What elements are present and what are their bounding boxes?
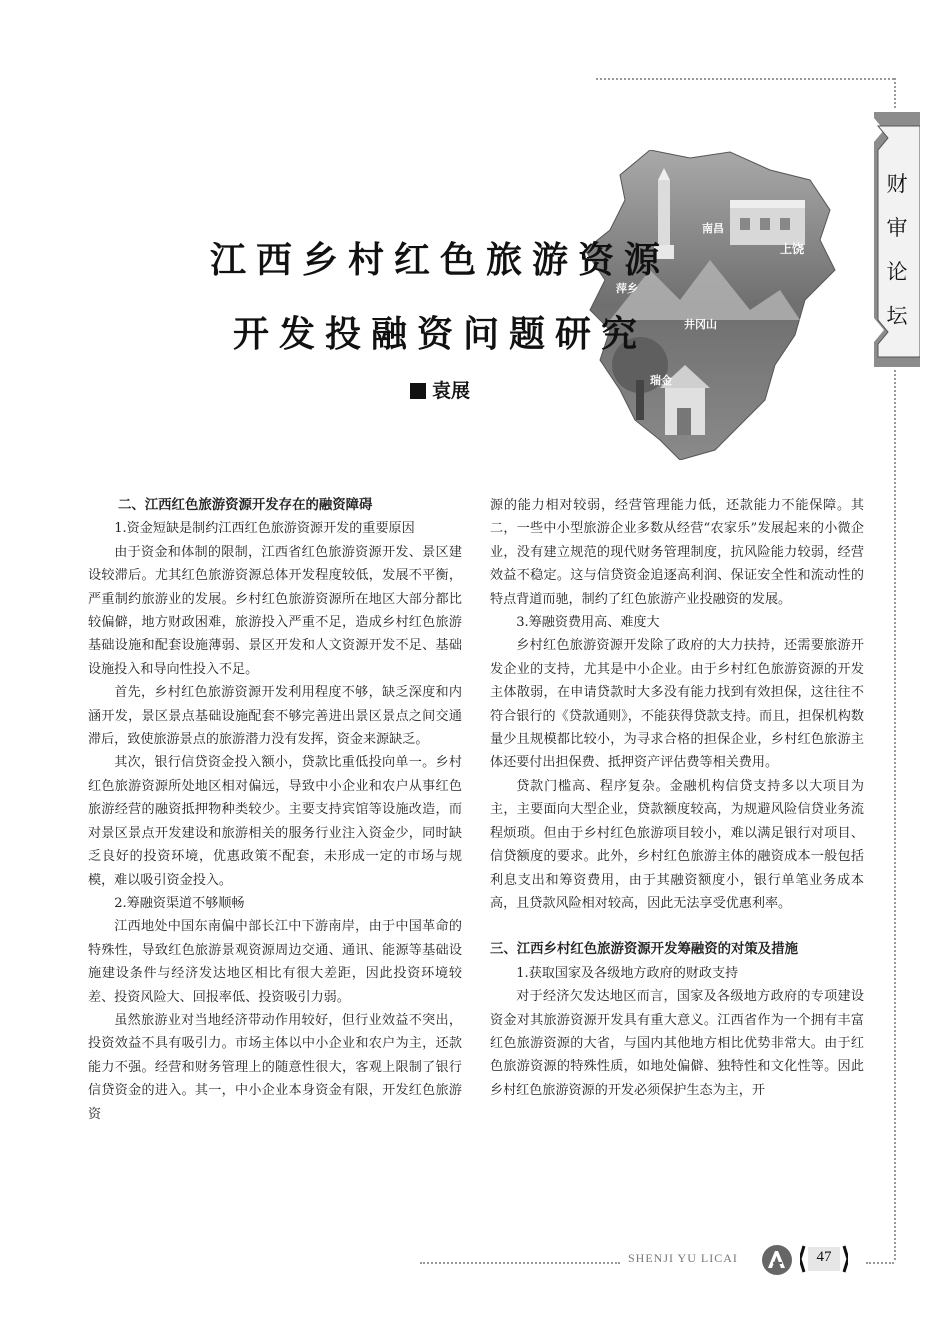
section-tab-char: 财 bbox=[886, 172, 908, 196]
square-bullet-icon bbox=[410, 383, 426, 399]
decorative-dotted-border-right bbox=[894, 78, 896, 108]
body-column-left bbox=[88, 494, 462, 1126]
body-paragraph: 其次，银行信贷资金投入额小，贷款比重低投向单一。乡村红色旅游资源所处地区相对偏远，导致中小企业和农户从事红色旅游经营的融资抵押物种类较少。主要支持宾馆等设施改造，而对景区景点开发建设和旅游相关的服务行业注入资金少，同时缺乏良好的投资环境，优惠政策不配套，未形成一定的市场与规模，难以吸引资金投入。 bbox=[88, 755, 462, 888]
section-tab-char: 论 bbox=[886, 260, 908, 284]
jiangxi-map-illustration bbox=[580, 150, 840, 460]
page-number: 47 bbox=[816, 1249, 832, 1265]
decorative-dotted-border-bottom bbox=[420, 1262, 620, 1264]
map-label-ruijin: 瑞金 bbox=[650, 374, 672, 387]
journal-logo-icon bbox=[760, 1243, 794, 1277]
map-label-jinggangshan: 井冈山 bbox=[684, 318, 717, 331]
journal-name-footer: SHENJI YU LICAI bbox=[628, 1251, 738, 1265]
section-tab-char: 坛 bbox=[886, 304, 908, 328]
body-paragraph: 源的能力相对较弱，经营管理能力低，还款能力不能保障。其二，一些中小型旅游企业多数从经营“农家乐”发展起来的小微企业，没有建立规范的现代财务管理制度，抗风险能力较弱，经营效益不稳定。这与信贷资金追逐高利润、保证安全性和流动性的特点背道而驰，制约了红色旅游产业投融资的发展。 bbox=[490, 498, 864, 607]
body-paragraph: 3.筹融资费用高、难度大 bbox=[516, 615, 660, 631]
article-title-line1: 江西乡村红色旅游资源 bbox=[209, 240, 670, 281]
body-paragraph: 首先，乡村红色旅游资源开发利用程度不够，缺乏深度和内涵开发，景区景点基础设施配套不够完善进出景区景点之间交通滞后，致使旅游景点的旅游潜力没有发挥，资金来源缺乏。 bbox=[88, 685, 462, 748]
body-paragraph: 1.资金短缺是制约江西红色旅游资源开发的重要原因 bbox=[114, 521, 415, 537]
body-paragraph: 乡村红色旅游资源开发除了政府的大力扶持，还需要旅游开发企业的支持，尤其是中小企业。由于乡村红色旅游资源的开发主体散弱，在申请贷款时大多没有能力找到有效担保，这往往不符合银行的《贷款通则》，不能获得贷款支持。而且，担保机构数量少且规模都比较小，为寻求合格的担保企业，乡村红色旅游主体还要付出担保费、抵押资产评估费等相关费用。 bbox=[490, 638, 864, 771]
body-paragraph: 江西地处中国东南偏中部长江中下游南岸，由于中国革命的特殊性，导致红色旅游景观资源周边交通、通讯、能源等基础设施建设条件与经济发达地区相比有很大差距，因此投资环境较差、投资风险大、回报率低、投资吸引力弱。 bbox=[88, 919, 462, 1005]
article-author bbox=[410, 376, 470, 403]
map-label-nanchang: 南昌 bbox=[702, 222, 724, 235]
body-paragraph: 由于资金和体制的限制，江西省红色旅游资源开发、景区建设较滞后。尤其红色旅游资源总体开发程度较低，发展不平衡，严重制约旅游业的发展。乡村红色旅游资源所在地区大部分都比较偏僻，地方财政困难，旅游投入严重不足，造成乡村红色旅游基础设施和配套设施薄弱、景区开发和人文资源开发不足、基础设施投入和导向性投入不足。 bbox=[88, 544, 462, 677]
body-paragraph: 2.筹融资渠道不够顺畅 bbox=[114, 895, 245, 911]
body-column-right bbox=[490, 494, 864, 1102]
body-paragraph: 贷款门槛高、程序复杂。金融机构信贷支持多以大项目为主，主要面向大型企业，贷款额度较高，为规避风险信贷业务流程烦琐。但由于乡村红色旅游项目较小，难以满足银行对项目、信贷额度的要求。此外，乡村红色旅游主体的融资成本一般包括利息支出和筹资费用，由于其融资额度小，银行单笔业务成本高，且贷款风险相对较高，因此无法享受优惠利率。 bbox=[490, 778, 864, 911]
section-heading: 三、江西乡村红色旅游资源开发筹融资的对策及措施 bbox=[490, 942, 798, 958]
body-paragraph: 虽然旅游业对当地经济带动作用较好，但行业效益不突出，投资效益不具有吸引力。市场主体以中小企业和农户为主，还款能力不强。经营和财务管理上的随意性很大，客观上限制了银行信贷资金的进入。其一，中小企业本身资金有限，开发红色旅游资 bbox=[88, 1012, 462, 1122]
body-paragraph: 1.获取国家及各级地方政府的财政支持 bbox=[516, 965, 739, 981]
section-heading: 二、江西红色旅游资源开发存在的融资障碍 bbox=[118, 498, 373, 513]
section-tab-label bbox=[874, 162, 920, 338]
body-paragraph: 对于经济欠发达地区而言，国家及各级地方政府的专项建设资金对其旅游资源开发具有重大意义。江西省作为一个拥有丰富红色旅游资源的大省，与国内其他地方相比优势非常大。由于红色旅游资源的特殊性质，如地处偏僻、独特性和文化性等。因此乡村红色旅游资源的开发必须保护生态为主，开 bbox=[490, 989, 864, 1098]
decorative-dotted-border-bottom-right bbox=[866, 1262, 894, 1264]
decorative-dotted-border-top bbox=[596, 78, 894, 80]
decorative-dotted-border-right-lower bbox=[894, 370, 896, 1260]
map-label-shangrao: 上饶 bbox=[780, 242, 805, 256]
article-title-line2: 开发投融资问题研究 bbox=[232, 314, 647, 355]
author-name: 袁展 bbox=[432, 380, 471, 402]
section-tab-char: 审 bbox=[886, 216, 908, 240]
map-label-pingxiang: 萍乡 bbox=[616, 282, 638, 295]
